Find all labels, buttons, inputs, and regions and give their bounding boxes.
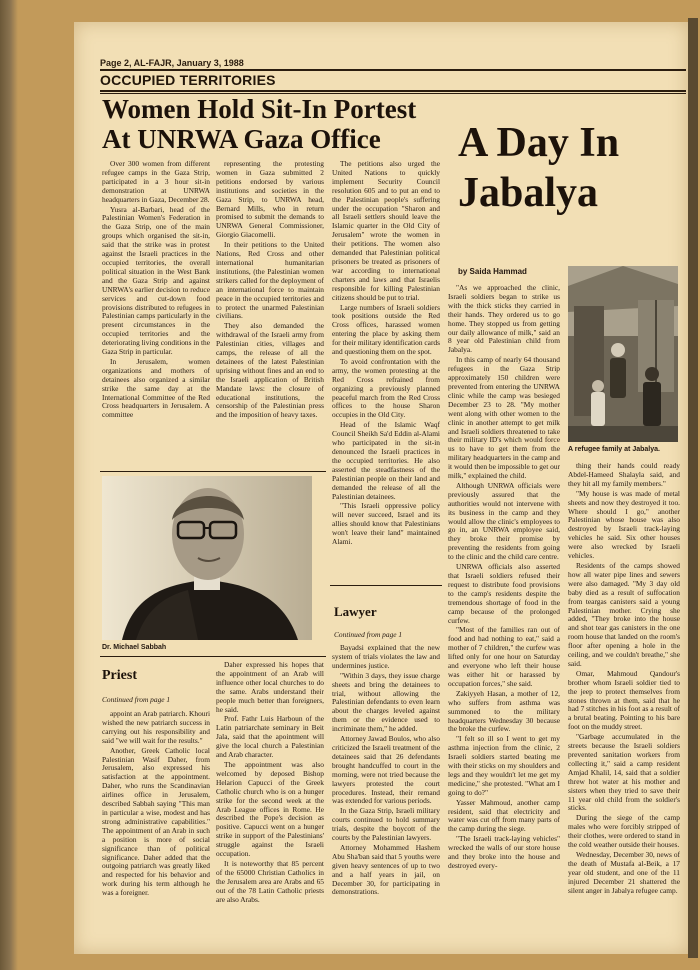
- paragraph: Head of the Islamic Waqf Council Sheikh Sa'd Eddin al-Alami who participated in the sit-in denounced the Israeli practices in the occupied territories. He also asserted the steadfastness of the Palestinian people on their land and demanded the release of all the Palestinian detainees.: [332, 420, 440, 501]
- lawyer-col: [332, 644, 440, 952]
- refugee-family-photo: [568, 266, 678, 442]
- byline: by Saida Hammad: [458, 267, 527, 276]
- portrait-caption: Dr. Michael Sabbah: [102, 644, 167, 651]
- lawyer-rule: [330, 585, 442, 586]
- paragraph: Prof. Fathr Luis Harboun of the Latin patriarchate seminary in Beit Jala, said that the apointment will give the local church a Palestinian and Arab character.: [216, 714, 324, 760]
- paragraph: In this camp of nearly 64 thousand refugees in the Gaza Strip approximately 150 children were prevented from entering the UNRWA clinic while the camp was besieged December 23 to 28. "My mother went along with other women to the clinic in another attempt to get milk and Israeli soldiers threatened to take their military ID's which would force us to have to get them from the military headquarters in the camp and it would then be impossible to get our milk," explained the child.: [448, 355, 560, 481]
- paragraph: Although UNRWA officials were previously assured that the authorities would not intervene with its business in the camp and they would allow the clinic's employees to go in, an UNRWA employee said, they broke their promise by preventing the residents from going to the clinic and the child care centre.: [448, 480, 560, 562]
- lawyer-continued: Continued from page 1: [334, 630, 403, 639]
- paragraph: Large numbers of Israeli soldiers took positions outside the Red Cross offices, harassed women entering the place by asking them for their military identification cards and questioning them on the spot.: [332, 302, 440, 357]
- paragraph: "This Israeli oppressive policy will never succeed, Israel and its allies should know that Palestinians won't leave their land" maintained Alami.: [332, 501, 440, 547]
- header-rule-mid: [100, 90, 686, 92]
- paragraph: In the Gaza Strip, Israeli military courts continued to hold summary trials, despite the boycott of the courts by the Palestinian lawyers.: [332, 806, 440, 843]
- jabalya-col-1: [448, 284, 560, 952]
- paragraph: It is noteworthy that 85 percent of the 65000 Christian Catholics in the Jerusalem area are Arabs and 65 out of the 78 Latin Catholic priests are also Arabs.: [216, 858, 324, 904]
- binder-spine: [688, 18, 698, 958]
- paragraph: "As we approached the clinic, Israeli soldiers began to strike us with the thick sticks they carried in their hands. They ordered us to go home. They stopped us from getting our daily allowance of milk," said an 8 year old Palestinian child from Jabalya.: [448, 284, 560, 355]
- paragraph: To avoid confrontation with the army, the women protesting at the Red Cross refrained from organizing a previously planned peaceful march from the Red Cross offices to the house Sharon occupies in the Old City.: [332, 356, 440, 420]
- paragraph: Omar, Mahmoud Qandour's brother whom Israeli soldier tied to the jeep to protect themselves from stones thrown at them, said that he had 7 stitches in his foot as a result of a brutal beating. Pointing to his bare foot on the muddy street.: [568, 668, 680, 732]
- headline-jabalya-2: Jabalya: [458, 170, 599, 216]
- family-photo-caption: A refugee family at Jabalya.: [568, 446, 660, 453]
- paragraph: Residents of the camps showed how all water pipe lines and sewers were also damaged. "My 3 day old baby died as a result of suffocation from teargas canisters said a young Palestinian mother. Crying she added, "They broke into the house and shot tear gas canisters in the one room house that landed on the room's floor after opening a hole in the ceiling, and we couldn't breathe," she said.: [568, 560, 680, 668]
- paragraph: "Garbage accumulated in the streets because the Israeli soldiers prevented sanitation workers from collecting it," said a camp resident Amjad Khalil, 14, said that a soldier threw hot water at his mother and sisters when they tried to save their 11 year old child from the soldier's sticks.: [568, 732, 680, 813]
- headline-women-1: Women Hold Sit-In Portest: [102, 94, 417, 124]
- paragraph: In their petitions to the United Nations, Red Cross and other international humanitarian institutions, (the Palestinian women strikers called for the deployment of an international force to maintain peace in the occupied territories and to protect the unarmed Palestinian civilians.: [216, 240, 324, 321]
- paragraph: "Most of the families ran out of food and had nothing to eat," said a mother of 7 children," the curfew was lifted only for one hour on Saturday and everyone who left their house was either hit or harassed by occupation forces," she said.: [448, 625, 560, 688]
- paragraph: appoint an Arab patriarch. Khouri wished the new patriarch success in carrying out his responsibility and said "we will wait for the results.": [102, 710, 210, 745]
- paragraph: They also demanded the withdrawal of the Israeli army from Palestinian cities, villages and camps, the release of all the detainees of the latest Palestinian uprising without fines and an end to the Israeli application of British Mandate laws: the closure of educational institutions, the censorship of the Palestinian press and the imposition of heavy taxes.: [216, 321, 324, 420]
- priest-col-2: [216, 661, 324, 951]
- paragraph: Another, Greek Catholic local Palestinian Wasif Daher, from Jerusalem, also expressed his satisfaction at the appointment. Daher, who runs the Scandinavian airlines office in Jerusalem, described Sabbah saying "This man in particular a wise, modest and has strong administrative capabilities." The appointment of an Arab in such a position is more of social significance than of political significance. Daher added that the outgoing patriarch was greatly liked and respected for his behavior and work during his term although he was a foreigner.: [102, 745, 210, 898]
- paragraph: Yusra al-Barbari, head of the Palestinian Women's Federation in the Gaza Strip, one of the main groups which organised the sit-in, said that the strike was in protest against the Israeli practices in the occupied territories, the overall political situation in the West Bank and the Gaza Strip and against UNRWA's earlier decision to reduce services and cut-down food provisions distributed to refugees in Palestinian camps particularly in the present circumstances in the occupied territories and the deteriorating living conditions in the Gaza Strip in particular.: [102, 204, 210, 357]
- paragraph: In Jerusalem, women organizations and mothers of detainees also organized a similar strike the same day at the International Committee of the Red Cross headquarters in Jerusalem. A committee: [102, 356, 210, 420]
- priest-rule: [100, 656, 326, 657]
- priest-headline: Priest: [102, 668, 137, 683]
- lawyer-headline: Lawyer: [334, 604, 377, 619]
- paragraph: Bayadsi explained that the new system of trials violates the law and undermines justice.: [332, 644, 440, 670]
- jabalya-col-2: [568, 462, 680, 952]
- paragraph: thing their hands could ready Abdel-Hameed Shalayla said, and they hit all my family members.": [568, 462, 680, 488]
- header-rule-top: [100, 69, 686, 71]
- paragraph: Over 300 women from different refugee camps in the Gaza Strip, participated in a 3 hour sit-in demonstration at UNRWA headquarters in Gaza, December 28.: [102, 160, 210, 204]
- paragraph: representing the protesting women in Gaza submitted 2 petitions endorsed by various institutions and societies in the Gaza Strip, to UNRWA head, Bernard Mills, who in return promised to submit the demands to UNRWA General Commissioner, Giorgio Giacomelli.: [216, 160, 324, 240]
- paragraph: Daher expressed his hopes that the appointment of an Arab will influence other local churches to do the same. Arabs understand their people much better than foreigners, he said.: [216, 661, 324, 714]
- photo-rule: [100, 471, 326, 472]
- paragraph: The petitions also urged the United Nations to quickly implement Security Council resolution 605 and to put an end to the Palestinian people's suffering under the occupation "Sharon and all Israeli settlers should leave the Islamic quarter in the Old City of Jerusalem" wrote the women in their petitions. The women also demanded that Palestinian political prisoners be treated as prisoners of war according to international charters and laws and that Israelis responsible for killing Palestinian citizens should be put to trial.: [332, 160, 440, 302]
- headline-women-2: At UNRWA Gaza Office: [102, 124, 381, 154]
- priest-col-1: [102, 710, 210, 950]
- paragraph: UNRWA officials also asserted that Israeli soldiers refused their request to distribute food provisions to the camp's residents despite the tremendous shortage of food in the camp because of the prolonged curfew.: [448, 562, 560, 625]
- paragraph: Yasser Mahmoud, another camp resident, said that electricity and water was cut off from many parts of the camp during the siege.: [448, 797, 560, 834]
- paragraph: The appointment was also welcomed by deposed Bishop Helarion Capucci of the Greek Catholic church who is on a hunger strike for the second week at the Arab League offices in Rome. He described the Pope's decision as positive. Capucci went on a hunger strike in support of the Palestinians' struggle against the Israeli occupation.: [216, 759, 324, 859]
- paragraph: Zakiyyeh Hasan, a mother of 12, who suffers from asthma was summoned to the military headquarters Wednesday 30 because the broke the curfew.: [448, 688, 560, 734]
- paragraph: "My house is was made of metal sheets and now they destroyed it too. Where should I go," another Palestinian whose house was also destroyed by Israeli track-laying vehicles he said. Six other houses were also wrecked by Israeli vehicles.: [568, 488, 680, 561]
- priest-continued: Continued from page 1: [102, 695, 171, 704]
- paragraph: Wednesday, December 30, news of the death of Mustafa al-Beik, a 17 year old student, and one of the 11 injured December 21 shattered the silent anger in Jabalya refugee camp.: [568, 849, 680, 895]
- paragraph: "The Israeli track-laying vehicles" wrecked the walls of our store house and they broke into the house and destroyed every-: [448, 834, 560, 870]
- headline-jabalya-1: A Day In: [458, 120, 620, 166]
- section-title: OCCUPIED TERRITORIES: [100, 72, 276, 88]
- women-col-3: [332, 160, 440, 580]
- paragraph: During the siege of the camp males who were forcibly stripped of their clothes, were ordered to stand in the cold weather outside their houses.: [568, 813, 680, 850]
- paragraph: Attorney Mohammed Hashem Abu Sha'ban said that 5 youths were given heavy sentences of up to two and a half years in jail, on December 30, for participating in demonstrations.: [332, 842, 440, 897]
- women-col-2: [216, 160, 324, 466]
- newspaper-page: [74, 22, 688, 954]
- page-line: Page 2, AL-FAJR, January 3, 1988: [100, 58, 244, 68]
- portrait-photo: [102, 476, 312, 640]
- paragraph: "Within 3 days, they issue charge sheets and bring the detainees to trial, without allowing the Palestinian defendants to even learn about the charges leveled against them or the evidence used to incriminate them," he added.: [332, 670, 440, 734]
- paragraph: "I felt so ill so I went to get my asthma injection from the clinic, 2 Israeli soldiers started beating me with their sticks on my shoulders and legs and they wouldn't let me get my medicine," she protested. "What am I going to do?": [448, 734, 560, 797]
- paragraph: Attorney Jawad Boulos, who also criticized the Israeli treatment of the detainees said that 26 defendants brought handcuffed to court in the morning, were not tried because the lawyers protested the court procedures. Instead, their remand was extended for various periods.: [332, 734, 440, 806]
- women-col-1: [102, 160, 210, 460]
